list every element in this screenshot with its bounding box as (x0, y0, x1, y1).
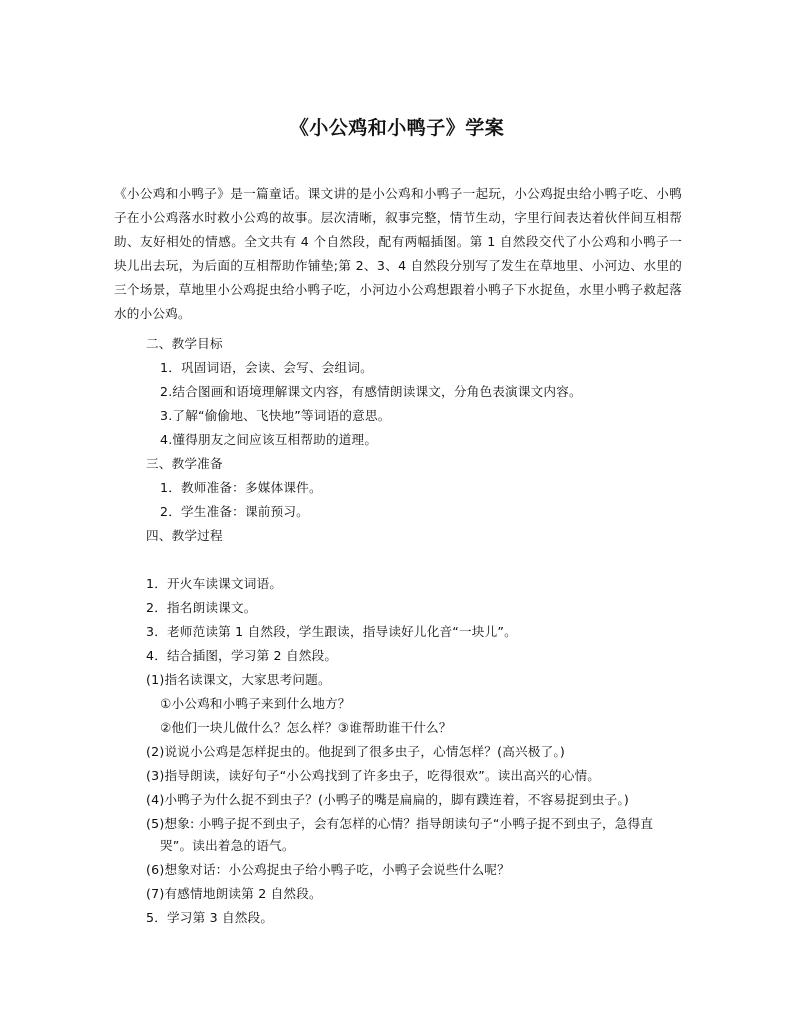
prep-item: 2．学生准备：课前预习。 (160, 504, 309, 519)
process-substep: (6)想象对话：小公鸡捉虫子给小鸭子吃，小鸭子会说些什么呢？ (146, 862, 510, 877)
goals-heading: 二、教学目标 (146, 336, 223, 351)
intro-paragraph: 《小公鸡和小鸭子》是一篇童话。课文讲的是小公鸡和小鸭子一起玩，小公鸡捉虫给小鸭子吃、小鸭子在小公鸡落水时救小公鸡的故事。层次清晰，叙事完整，情节生动，字里行间表达着伙伴间互相帮助、友好相处的情感。全文共有 4 个自然段，配有两幅插图。第 1 自然段交代了小公鸡和小鸭子一块儿出去玩，为后面的互相帮助作铺垫;第 2、3、4 自然段分别写了发生在草地里、小河边、水里的三个场景，草地里小公鸡捉虫给小鸭子吃，小河边小公鸡想跟着小鸭子下水捉鱼，水里小鸭子救起落水的小公鸡。 (114, 186, 682, 321)
process-step: 4．结合插图，学习第 2 自然段。 (146, 648, 338, 663)
process-question: ②他们一块儿做什么？怎么样？③谁帮助谁干什么？ (160, 720, 452, 735)
process-substep: (5)想象: 小鸭子捉不到虫子，会有怎样的心情？指导朗读句子“小鸭子捉不到虫子，急得直 (146, 816, 654, 831)
process-substep-continued: 哭”。读出着急的语气。 (160, 838, 295, 853)
process-step: 3．老师范读第 1 自然段，学生跟读，指导读好儿化音“一块儿”。 (146, 624, 517, 639)
process-step: 1．开火车读课文词语。 (146, 576, 283, 591)
goal-item: 4.懂得朋友之间应该互相帮助的道理。 (160, 432, 378, 447)
goal-item: 1．巩固词语，会读、会写、会组词。 (160, 360, 373, 375)
process-substep: (2)说说小公鸡是怎样捉虫的。他捉到了很多虫子，心情怎样？(高兴极了。) (146, 744, 565, 759)
prep-item: 1．教师准备：多媒体课件。 (160, 480, 322, 495)
process-substep: (7)有感情地朗读第 2 自然段。 (146, 886, 322, 901)
process-substep: (1)指名读课文，大家思考问题。 (146, 672, 331, 687)
process-heading: 四、教学过程 (146, 528, 223, 543)
process-substep: (4)小鸭子为什么捉不到虫子？(小鸭子的嘴是扁扁的，脚有蹼连着，不容易捉到虫子。) (146, 792, 629, 807)
goal-item: 2.结合图画和语境理解课文内容，有感情朗读课文，分角色表演课文内容。 (160, 384, 582, 399)
process-substep: (3)指导朗读，读好句子“小公鸡找到了许多虫子，吃得很欢”。读出高兴的心情。 (146, 768, 601, 783)
process-question: ①小公鸡和小鸭子来到什么地方？ (160, 696, 351, 711)
prep-heading: 三、教学准备 (146, 456, 223, 471)
process-step: 5．学习第 3 自然段。 (146, 910, 274, 925)
process-step: 2．指名朗读课文。 (146, 600, 257, 615)
document-title: 《小公鸡和小鸭子》学案 (289, 117, 505, 139)
goal-item: 3.了解“偷偷地、飞快地”等词语的意思。 (160, 408, 391, 423)
